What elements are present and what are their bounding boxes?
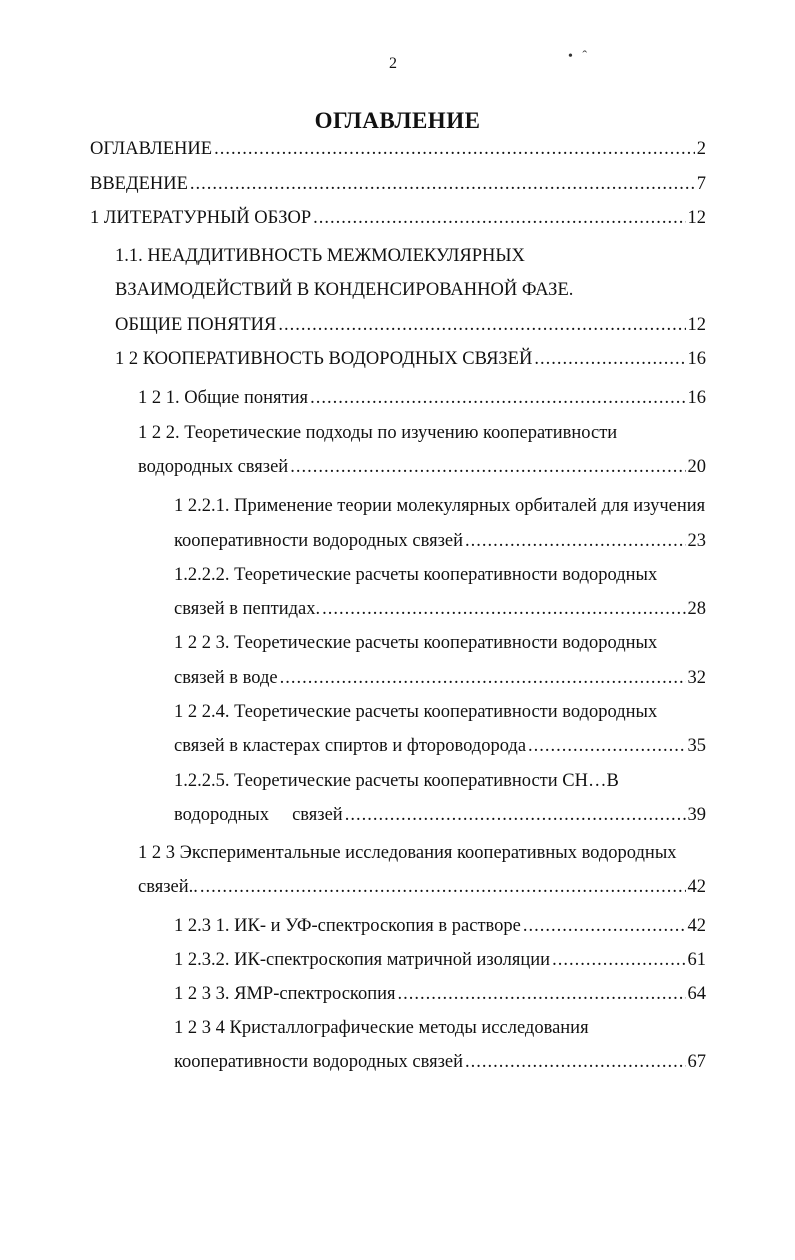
toc-entry-1-2-3-4[interactable]	[174, 1049, 706, 1075]
toc-entry-1-2-2-1[interactable]	[174, 528, 706, 554]
toc-leader	[200, 874, 686, 900]
toc-entry-1-2-2-line1	[138, 420, 706, 446]
toc-entry-text: 1 2 3 3. ЯМР-спектроскопия	[174, 984, 396, 1004]
toc-leader	[278, 312, 685, 338]
toc-entry-1-2-3[interactable]	[138, 874, 706, 900]
toc-entry-text: 1.2.2.2. Теоретические расчеты кооперативности водородных	[174, 565, 658, 585]
toc-entry-page: 64	[687, 984, 706, 1004]
toc-entry-introduction[interactable]	[90, 171, 706, 197]
toc-entry-1-2-3-2[interactable]	[174, 947, 706, 973]
toc-entry-1-1-line2	[115, 277, 706, 303]
toc-leader	[552, 947, 685, 973]
toc-entry-page: 67	[687, 1052, 706, 1072]
toc-entry-text: 1 ЛИТЕРАТУРНЫЙ ОБЗОР	[90, 208, 312, 228]
toc-entry-contents[interactable]	[90, 136, 706, 162]
toc-entry-text: водородных связей	[138, 457, 289, 477]
toc-entry-1-2-2-5-line1	[174, 768, 706, 794]
toc-entry-page: 16	[687, 388, 706, 408]
toc-entry-page: 61	[687, 950, 706, 970]
toc-entry-text: связей в воде	[174, 668, 278, 688]
toc-entry-page: 32	[687, 668, 706, 688]
toc-leader	[465, 528, 686, 554]
toc-entry-1-2-2-2[interactable]	[174, 596, 706, 622]
toc-entry-1-2-2-4-line1	[174, 699, 706, 725]
toc-entry-literature-review[interactable]	[90, 205, 706, 231]
toc-entry-1-2-2-5[interactable]	[174, 802, 706, 828]
toc-entry-text: 1 2 2 3. Теоретические расчеты кооперативности водородных	[174, 633, 658, 653]
toc-entry-1-2-2-3[interactable]	[174, 665, 706, 691]
toc-entry-1-2-3-1[interactable]	[174, 913, 706, 939]
toc-entry-1-2-3-line1	[138, 840, 706, 866]
toc-entry-page: 12	[687, 208, 706, 228]
toc-entry-1-2-1[interactable]	[138, 385, 706, 411]
toc-entry-text: 1 2 2. Теоретические подходы по изучению кооперативности	[138, 423, 618, 443]
toc-entry-page: 42	[687, 916, 706, 936]
toc-entry-page: 42	[687, 877, 706, 897]
toc-entry-1-1[interactable]	[115, 312, 706, 338]
toc-entry-text: ВВЕДЕНИЕ	[90, 174, 188, 194]
toc-entry-1-2-2-2-line1	[174, 562, 706, 588]
toc-entry-text: кооперативности водородных связей	[174, 531, 463, 551]
toc-leader	[523, 913, 686, 939]
toc-entry-page: 35	[687, 736, 706, 756]
toc-entry-text: кооперативности водородных связей	[174, 1052, 463, 1072]
toc-entry-1-2[interactable]	[115, 346, 706, 372]
toc-entry-1-2-2-3-line1	[174, 630, 706, 656]
toc-entry-1-2-2[interactable]	[138, 454, 706, 480]
toc-entry-1-2-3-4-line1	[174, 1015, 706, 1041]
scan-marks: • ˆ	[568, 49, 591, 64]
toc-entry-page: 20	[687, 457, 706, 477]
toc-entry-text: ОБЩИЕ ПОНЯТИЯ	[115, 315, 277, 335]
page-title: ОГЛАВЛЕНИЕ	[314, 108, 481, 133]
toc-entry-text: 1 2 2.4. Теоретические расчеты кооперативности водородных	[174, 702, 658, 722]
toc-entry-text: 1 2.3 1. ИК- и УФ-спектроскопия в растворе	[174, 916, 521, 936]
toc-entry-page: 23	[687, 531, 706, 551]
toc-entry-1-1-line1	[115, 243, 706, 269]
toc-entry-page: 7	[696, 174, 706, 194]
toc-entry-page: 2	[696, 139, 706, 159]
toc-leader	[398, 981, 686, 1007]
page-number: 2	[389, 55, 397, 72]
toc-entry-text: связей в пептидах.	[174, 599, 321, 619]
toc-leader	[534, 346, 685, 372]
toc-leader	[214, 136, 695, 162]
toc-entry-text: 1 2.2.1. Применение теории молекулярных орбиталей для изучения	[174, 496, 706, 516]
toc-entry-page: 28	[687, 599, 706, 619]
toc-entry-text: 1.2.2.5. Теоретические расчеты кооперативности CH…B	[174, 771, 619, 791]
toc-leader	[465, 1049, 686, 1075]
toc-leader	[322, 596, 685, 622]
toc-entry-page: 39	[687, 805, 706, 825]
toc-leader	[345, 802, 686, 828]
toc-entry-text: 1.1. НЕАДДИТИВНОСТЬ МЕЖМОЛЕКУЛЯРНЫХ	[115, 246, 525, 266]
toc-entry-text: 1 2.3.2. ИК-спектроскопия матричной изоляции	[174, 950, 551, 970]
toc-entry-1-2-3-3[interactable]	[174, 981, 706, 1007]
toc-entry-text: связей в кластерах спиртов и фтороводорода	[174, 736, 527, 756]
toc-entry-page: 12	[687, 315, 706, 335]
toc-entry-text: 1 2 1. Общие понятия	[138, 388, 309, 408]
toc-entry-text: ВЗАИМОДЕЙСТВИЙ В КОНДЕНСИРОВАННОЙ ФАЗЕ.	[115, 280, 574, 300]
toc-entry-page: 16	[687, 349, 706, 369]
toc-entry-text: 1 2 3 Экспериментальные исследования кооперативных водородных	[138, 843, 677, 863]
toc-leader	[280, 665, 686, 691]
toc-leader	[310, 385, 685, 411]
toc-entry-text: связей..	[138, 877, 198, 897]
toc-entry-1-2-2-1-line1	[174, 493, 706, 519]
toc-entry-1-2-2-4[interactable]	[174, 733, 706, 759]
toc-leader	[190, 171, 695, 197]
toc-entry-text: водородных связей	[174, 805, 343, 825]
toc-leader	[290, 454, 685, 480]
toc-entry-text: ОГЛАВЛЕНИЕ	[90, 139, 213, 159]
toc-leader	[528, 733, 685, 759]
toc-entry-text: 1 2 КООПЕРАТИВНОСТЬ ВОДОРОДНЫХ СВЯЗЕЙ	[115, 349, 533, 369]
toc-leader	[313, 205, 685, 231]
toc-entry-text: 1 2 3 4 Кристаллографические методы исследования	[174, 1018, 589, 1038]
